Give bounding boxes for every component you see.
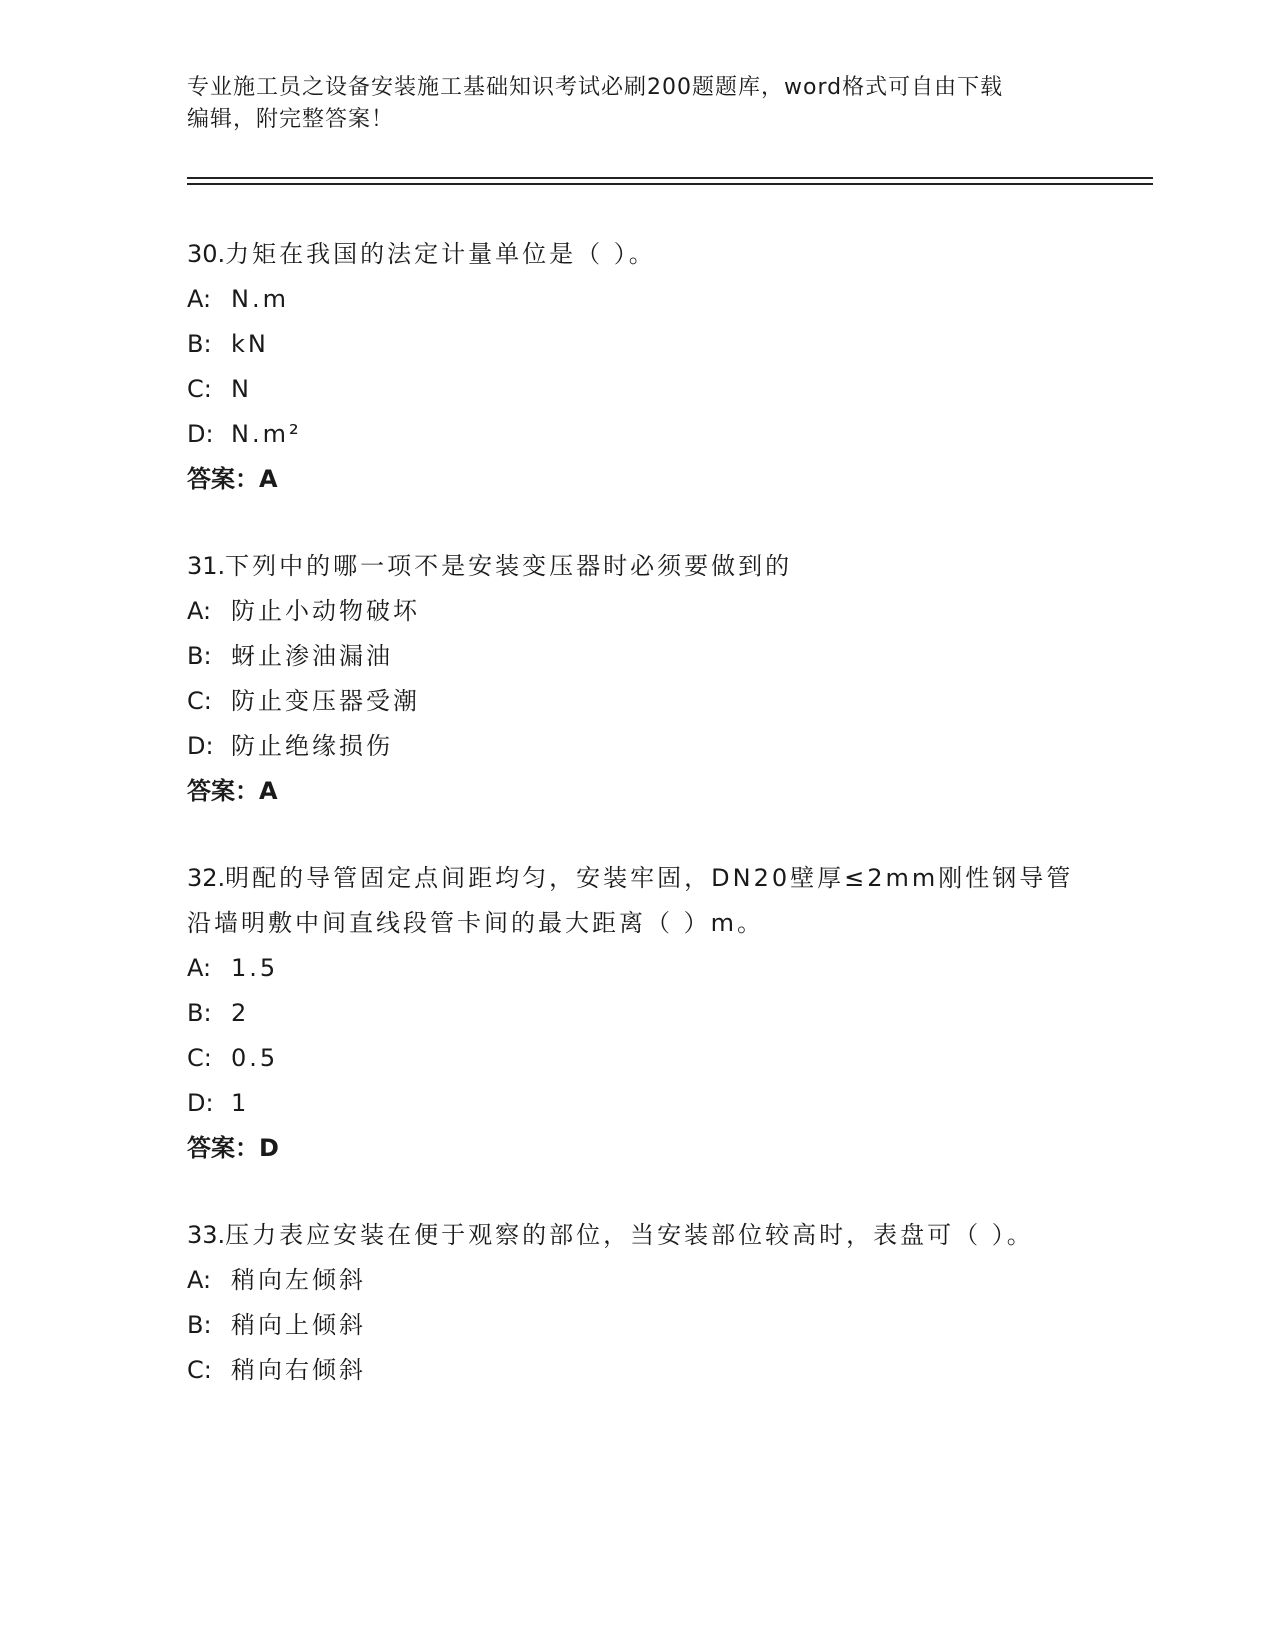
question-text: 下列中的哪一项不是安装变压器时必须要做到的 (225, 552, 793, 580)
question-text: 压力表应安装在便于观察的部位，当安装部位较高时，表盘可（ ）。 (225, 1221, 1034, 1249)
option-text: 稍向上倾斜 (231, 1311, 366, 1339)
option-d (187, 724, 1087, 769)
header-divider-top (187, 177, 1153, 179)
option-text: 防止绝缘损伤 (231, 732, 393, 760)
option-key: A: (187, 597, 212, 625)
option-key: A: (187, 285, 212, 313)
option-b (187, 634, 1087, 679)
option-text: 蚜止渗油漏油 (231, 642, 393, 670)
answer: 答案：A (187, 777, 278, 805)
option-text: 1.5 (231, 954, 279, 982)
option-key: B: (187, 330, 212, 358)
option-a (187, 1258, 1087, 1303)
question-31 (187, 544, 1087, 814)
option-key: C: (187, 375, 212, 403)
option-c (187, 679, 1087, 724)
option-key: D: (187, 732, 214, 760)
option-key: A: (187, 954, 212, 982)
option-key: C: (187, 687, 212, 715)
option-text: N (231, 375, 252, 403)
option-key: B: (187, 1311, 212, 1339)
option-a (187, 946, 1087, 991)
document-header (187, 72, 1087, 136)
option-b (187, 1303, 1087, 1348)
option-key: D: (187, 1089, 214, 1117)
answer: 答案：A (187, 465, 278, 493)
option-c (187, 1036, 1087, 1081)
option-text: 稍向左倾斜 (231, 1266, 366, 1294)
option-text: kN (231, 330, 269, 358)
question-30 (187, 232, 1087, 502)
question-32 (187, 856, 1087, 1171)
header-divider-bottom (187, 183, 1153, 185)
option-a (187, 589, 1087, 634)
question-text: 力矩在我国的法定计量单位是（ ）。 (225, 240, 656, 268)
option-key: B: (187, 999, 212, 1027)
option-d (187, 412, 1087, 457)
option-key: B: (187, 642, 212, 670)
option-text: 防止变压器受潮 (231, 687, 420, 715)
option-text: 防止小动物破坏 (231, 597, 420, 625)
question-number: 32. (187, 864, 226, 892)
option-a (187, 277, 1087, 322)
answer: 答案：D (187, 1134, 279, 1162)
option-text: 0.5 (231, 1044, 279, 1072)
question-number: 31. (187, 552, 226, 580)
option-text: N.m² (231, 420, 302, 448)
option-b (187, 322, 1087, 367)
option-key: D: (187, 420, 214, 448)
question-33 (187, 1213, 1087, 1393)
question-title (187, 544, 1087, 589)
question-text: 明配的导管固定点间距均匀，安装牢固，DN20壁厚≤2mm刚性钢导管沿墙明敷中间直线段管卡间的最大距离（ ）m。 (187, 864, 1074, 937)
question-number: 33. (187, 1221, 226, 1249)
option-key: A: (187, 1266, 212, 1294)
option-d (187, 1081, 1087, 1126)
option-text: 2 (231, 999, 250, 1027)
option-text: 1 (231, 1089, 250, 1117)
question-list (187, 232, 1087, 1435)
option-b (187, 991, 1087, 1036)
option-key: C: (187, 1044, 212, 1072)
question-title (187, 232, 1087, 277)
option-text: 稍向右倾斜 (231, 1356, 366, 1384)
question-number: 30. (187, 240, 226, 268)
option-c (187, 367, 1087, 412)
question-title (187, 1213, 1087, 1258)
option-c (187, 1348, 1087, 1393)
header-line-2: 编辑，附完整答案！ (187, 107, 395, 132)
option-key: C: (187, 1356, 212, 1384)
question-title (187, 856, 1087, 946)
header-line-1: 专业施工员之设备安装施工基础知识考试必刷200题题库，word格式可自由下载 (187, 75, 1004, 100)
option-text: N.m (231, 285, 289, 313)
